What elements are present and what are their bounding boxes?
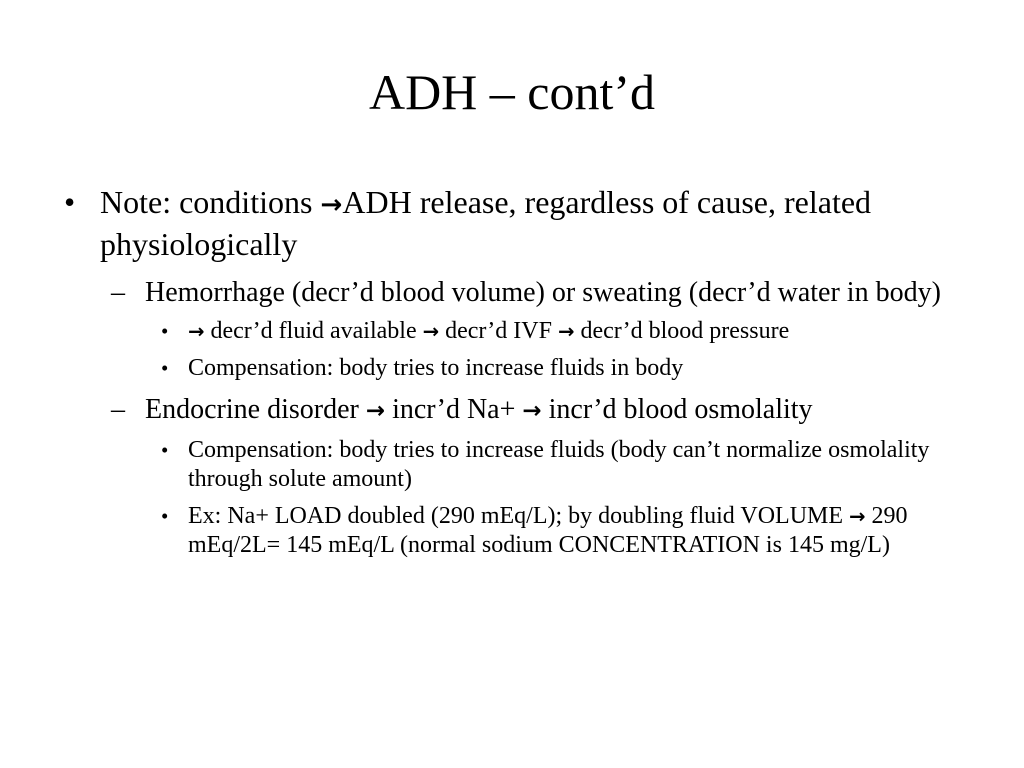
bullet-note [64, 183, 964, 264]
sub-sub-bullet-compensation-2 [161, 436, 964, 494]
note-text-2: ADH release, regardless of cause, related physiologically [100, 184, 872, 262]
right-arrow-icon: → [320, 190, 343, 220]
sub-sub-bullet-compensation-1 [161, 354, 964, 383]
right-arrow-icon: → [365, 398, 386, 424]
example-text-2: 290 mEq/2L= 145 mEq/L (normal sodium CONCENTRATION is 145 mg/L) [188, 503, 908, 558]
endocrine-text-3: incr’d blood osmolality [541, 394, 813, 425]
dash-icon: – [111, 277, 125, 308]
note-text-1: Note: conditions [100, 184, 321, 220]
sub-bullet-hemorrhage [111, 276, 964, 309]
slide-title: ADH – cont’d [368, 64, 656, 120]
hemorrhage-text: Hemorrhage (decr’d blood volume) or sweating (decr’d water in body) [145, 277, 941, 308]
endocrine-text-1: Endocrine disorder [145, 394, 366, 425]
right-arrow-icon: → [422, 320, 440, 343]
bullet-icon: • [161, 438, 169, 462]
bullet-icon: • [64, 184, 76, 220]
sub-bullet-endocrine [111, 393, 964, 428]
sub-sub-bullet-example [161, 502, 964, 560]
fluid-chain-text-2: decr’d IVF [439, 318, 558, 344]
dash-icon: – [111, 394, 125, 425]
endocrine-text-2: incr’d Na+ [385, 394, 523, 425]
right-arrow-icon: → [188, 320, 205, 343]
bullet-icon: • [161, 504, 169, 528]
compensation-2-text: Compensation: body tries to increase fluids (body can’t normalize osmolality through solute amount) [188, 437, 930, 492]
right-arrow-icon: → [557, 320, 575, 343]
fluid-chain-text-3: decr’d blood pressure [574, 318, 790, 344]
slide-content [64, 183, 964, 560]
sub-sub-bullet-fluid-chain [161, 317, 964, 346]
right-arrow-icon: → [522, 398, 542, 424]
compensation-1-text: Compensation: body tries to increase fluids in body [188, 355, 684, 381]
fluid-chain-text-1: decr’d fluid available [204, 318, 423, 344]
right-arrow-icon: → [849, 505, 866, 528]
bullet-icon: • [161, 319, 169, 343]
bullet-icon: • [161, 356, 169, 380]
example-text-1: Ex: Na+ LOAD doubled (290 mEq/L); by doubling fluid VOLUME [188, 503, 850, 529]
